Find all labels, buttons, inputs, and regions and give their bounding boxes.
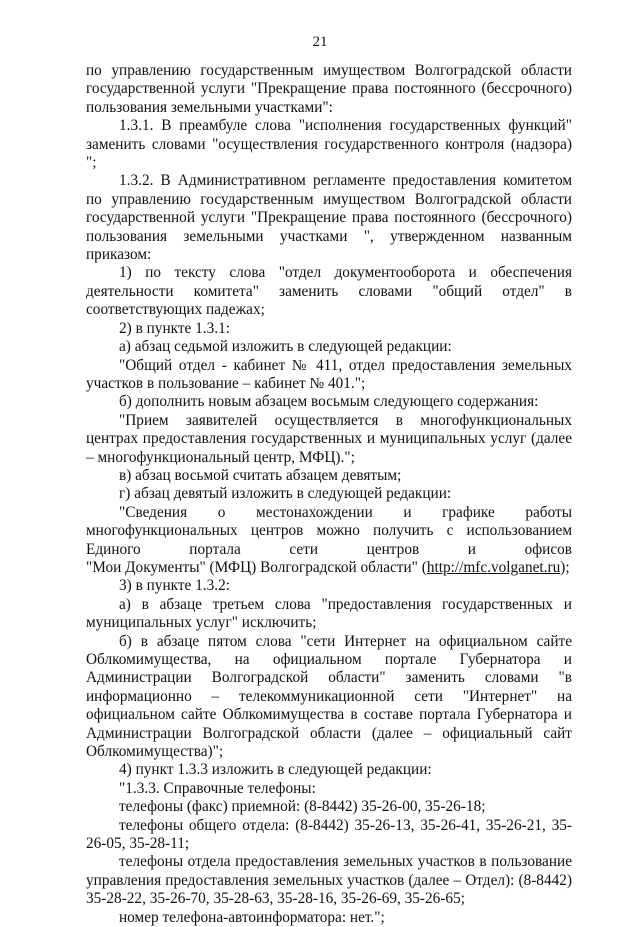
paragraph: 4) пункт 1.3.3 изложить в следующей редакции: [119,761,432,779]
paragraph: телефоны общего отдела: (8-8442) 35-26-13, 35-26-41, 35-26-21, 35-26-05, 35-28-11; [86,816,572,853]
paragraph: 2) в пункте 1.3.1: [119,319,231,337]
paragraph: в) абзац восьмой считать абзацем девятым; [119,466,402,484]
paragraph-with-link [86,559,572,577]
document-body [86,62,572,927]
paragraph-text: ); [560,558,570,576]
paragraph: телефоны отдела предоставления земельных участков в пользование управления предоставления земельных участков (далее – Отдел): (8-8442) 35-28-22, 35-26-70, 35-28-63, 35-28-16, 35-26-69, 35-26-65; [86,853,572,908]
paragraph: "Общий отдел - кабинет № 411, отдел предоставления земельных участков в пользование – кабинет № 401."; [86,356,572,392]
paragraph: "Прием заявителей осуществляется в многофункциональных центрах предоставления государственных и муниципальных услуг (далее – многофункциональный центр, МФЦ)."; [86,411,572,466]
paragraph: б) в абзаце пятом слова "сети Интернет на официальном сайте Облкомимущества, на официальном портале Губернатора и Администрации Волгоградской области" заменить словами "в информационно – телекоммуникационной сети "Интернет" на официальном сайте Облкомимущества в составе портала Губернатора и Администрации Волгоградской области (далее – официальный сайт Облкомимущества)"; [86,632,572,761]
page-number: 21 [312,34,328,50]
paragraph-text: "Мои Документы" (МФЦ) Волгоградской области" ( [86,558,427,576]
paragraph: 3) в пункте 1.3.2: [119,577,231,595]
paragraph: б) дополнить новым абзацем восьмым следующего содержания: [119,393,539,411]
paragraph: 1.3.2. В Административном регламенте предоставления комитетом по управлению государственным имуществом Волгоградской области государственной услуги "Прекращение права постоянного (бессрочного) пользования земельными участками ", утвержденном названным приказом: [86,172,572,264]
paragraph: по управлению государственным имуществом Волгоградской области государственной услуги "Прекращение права постоянного (бессрочного) пользования земельными участками": [86,62,572,116]
paragraph: 1) по тексту слова "отдел документооборота и обеспечения деятельности комитета" заменить словами "общий отдел" в соответствующих падежах; [86,264,572,319]
paragraph: номер телефона-автоинформатора: нет."; [119,908,385,926]
paragraph: 1.3.1. В преамбуле слова "исполнения государственных функций" заменить словами "осуществления государственного контроля (надзора) "; [86,117,572,172]
paragraph: г) абзац девятый изложить в следующей редакции: [119,485,452,503]
paragraph: а) в абзаце третьем слова "предоставления государственных и муниципальных услуг" исключить; [86,595,572,632]
paragraph: телефоны (факс) приемной: (8-8442) 35-26-00, 35-26-18; [119,798,486,816]
paragraph: "1.3.3. Справочные телефоны: [119,779,316,797]
paragraph: а) абзац седьмой изложить в следующей редакции: [119,338,452,356]
paragraph: "Сведения о местонахождении и графике работы многофункциональных центров можно получить с использованием Единого портала сети центров и офисов [86,503,572,558]
mfc-link[interactable]: http://mfc.volganet.ru [426,558,561,576]
